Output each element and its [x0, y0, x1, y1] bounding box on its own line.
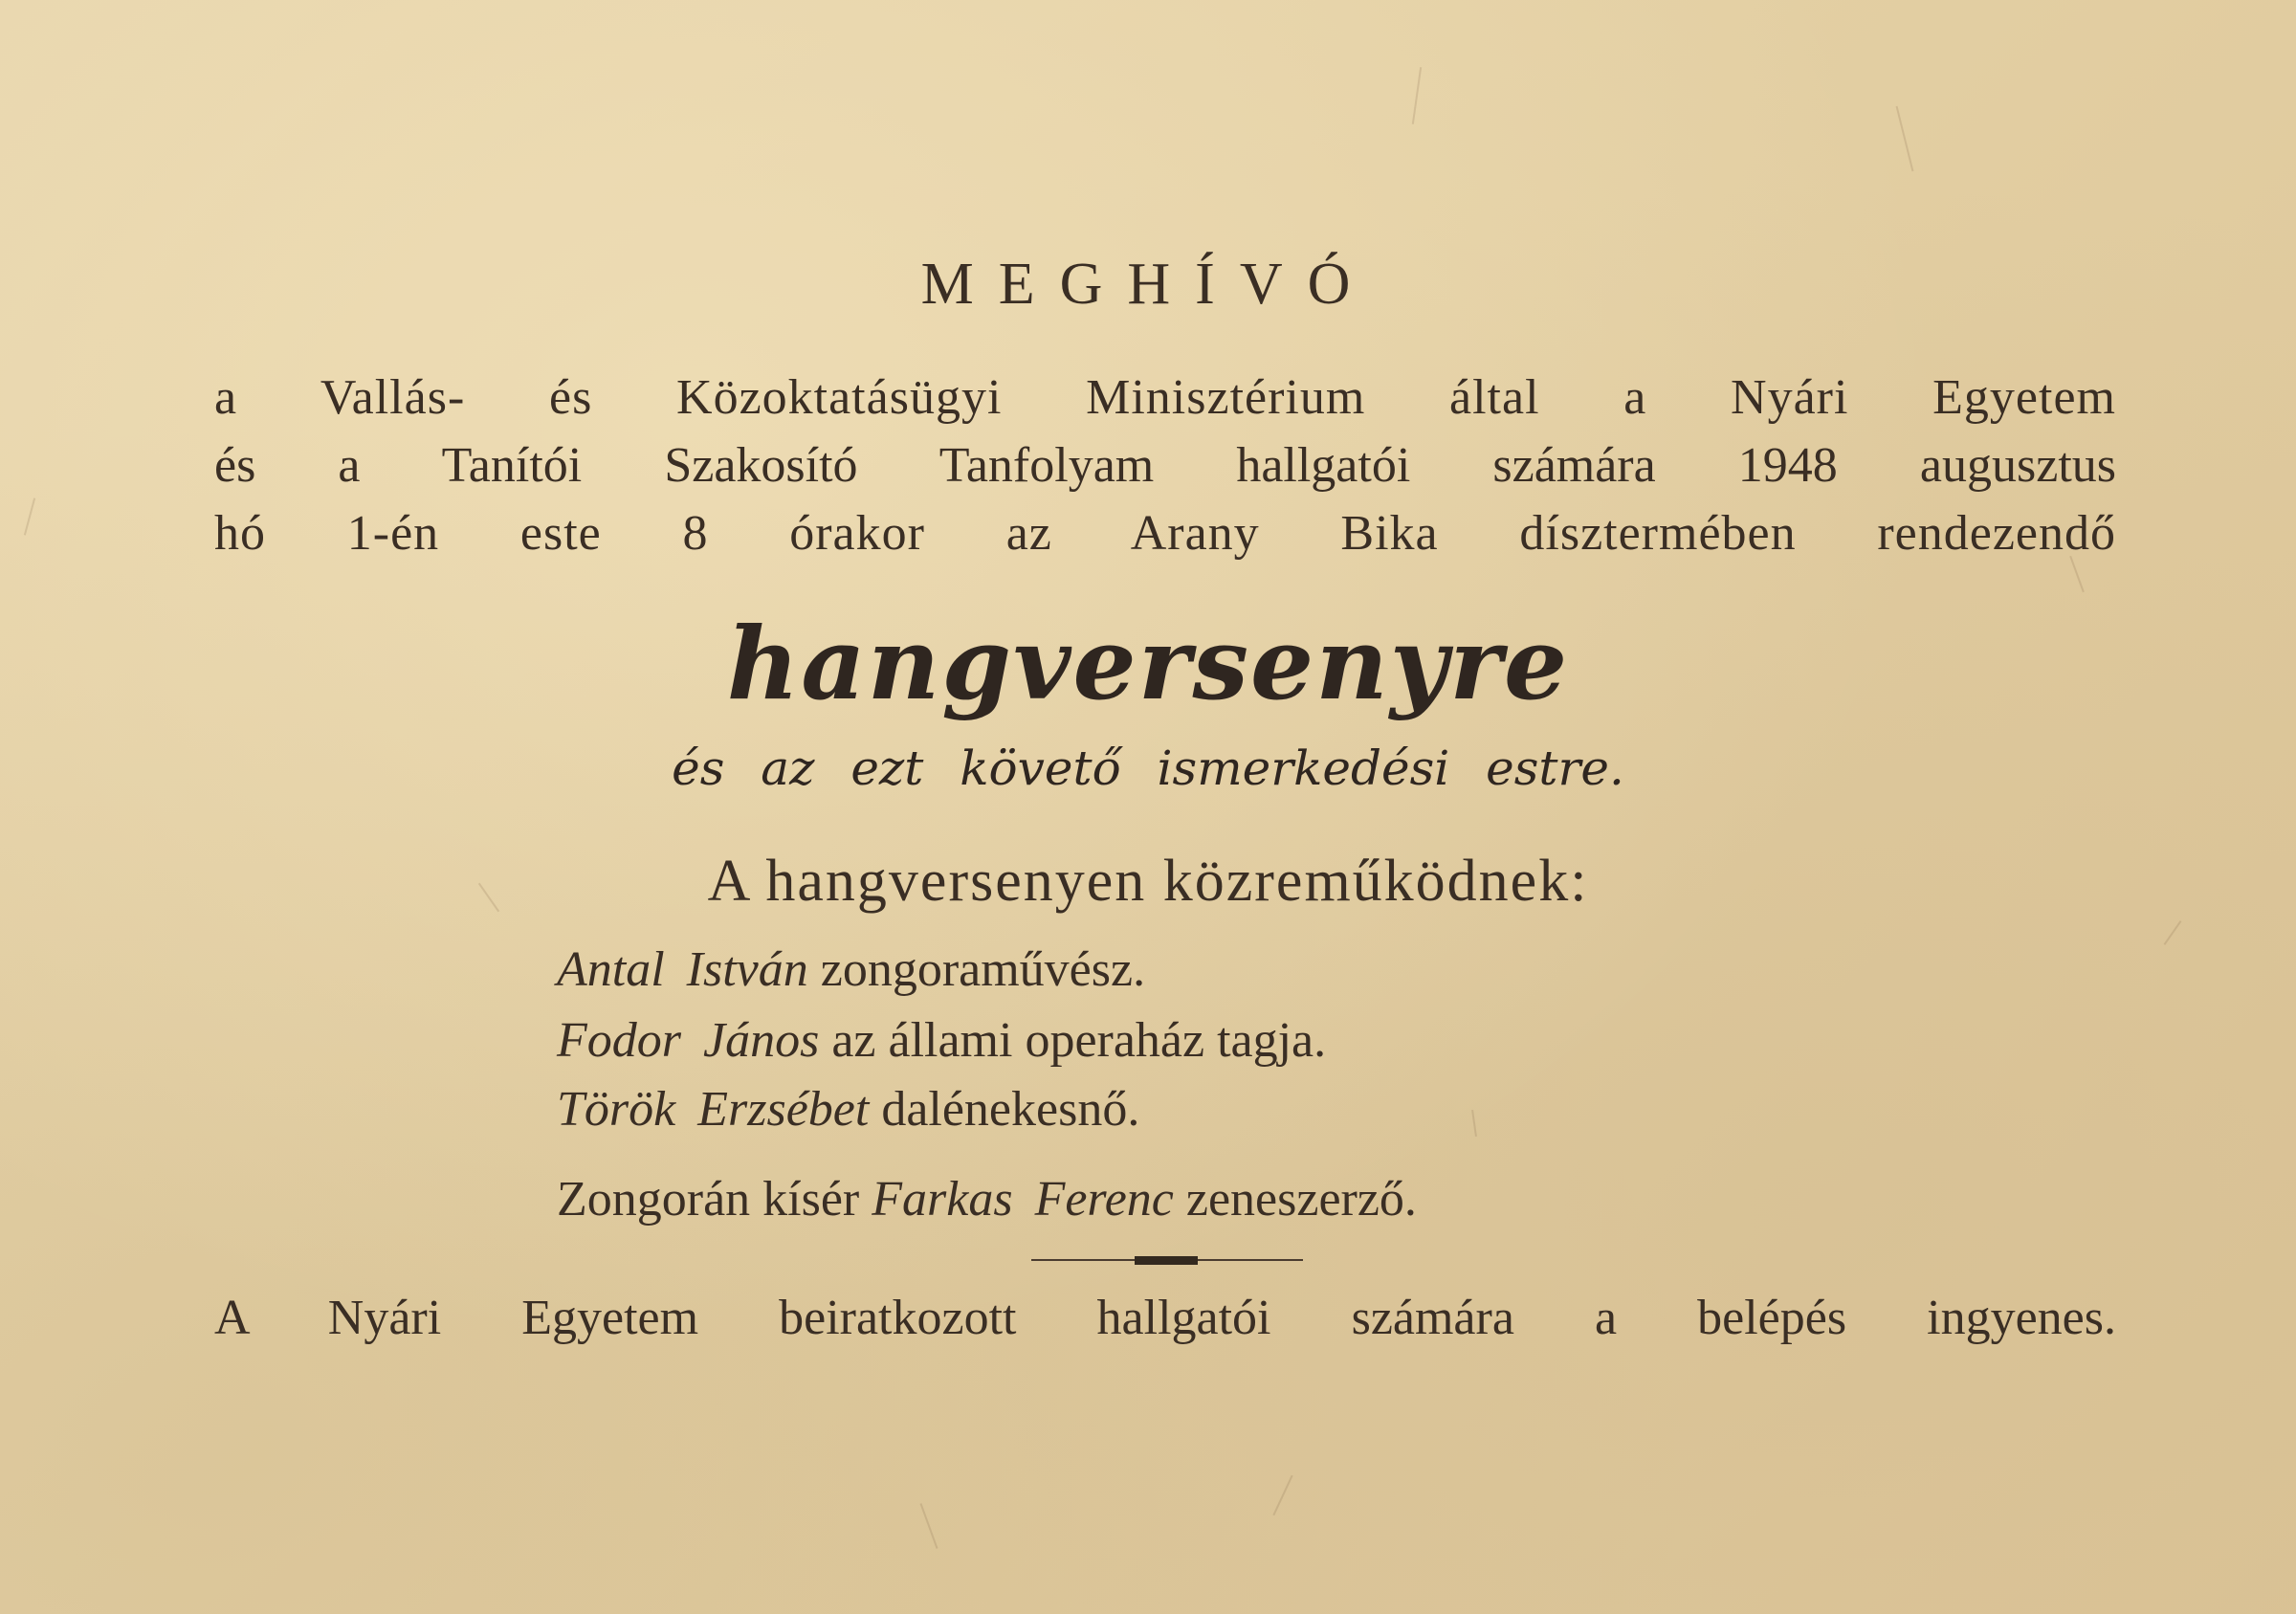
performer-line [557, 1081, 1139, 1138]
event-title: hangversenyre [726, 605, 1570, 722]
accompanist-line [557, 1171, 1417, 1227]
performer-name: Antal István [557, 942, 808, 997]
performer-role: dalénekesnő. [881, 1082, 1140, 1137]
performer-line [557, 1012, 1326, 1069]
performer-line [557, 941, 1145, 998]
paper-fiber [1412, 67, 1422, 124]
paper-fiber [1272, 1475, 1292, 1516]
performer-role: az állami operaház tagja. [831, 1013, 1327, 1068]
performer-name: Fodor János [557, 1013, 820, 1068]
intro-line-3: hó 1-én este 8 órakor az Arany Bika dísztermében rendezendő [214, 506, 2116, 561]
performers-heading: A hangversenyen közreműködnek: [707, 849, 1589, 914]
paper-fiber [1471, 1110, 1477, 1137]
accompanist-role: zeneszerző. [1185, 1172, 1417, 1227]
paper-fiber [920, 1503, 938, 1549]
intro-line-1: a Vallás- és Közoktatásügyi Minisztérium által a Nyári Egyetem [214, 370, 2116, 425]
divider-ornament [1135, 1256, 1198, 1265]
admission-note: A Nyári Egyetem beiratkozott hallgatói számára a belépés ingyenes. [214, 1291, 2116, 1345]
invitation-title: MEGHÍVÓ [920, 252, 1376, 317]
paper-fiber [24, 497, 35, 535]
intro-line-2: és a Tanítói Szakosító Tanfolyam hallgatói számára 1948 augusztus [214, 438, 2116, 493]
accompanist-prefix: Zongorán kísér [557, 1172, 860, 1227]
event-subtitle: és az ezt követő ismerkedési estre. [672, 741, 1624, 796]
paper-fiber [2164, 920, 2182, 945]
accompanist-name: Farkas Ferenc [872, 1172, 1174, 1227]
paper-fiber [1896, 106, 1914, 171]
performer-name: Török Erzsébet [557, 1082, 870, 1137]
performer-role: zongoraművész. [820, 942, 1146, 997]
